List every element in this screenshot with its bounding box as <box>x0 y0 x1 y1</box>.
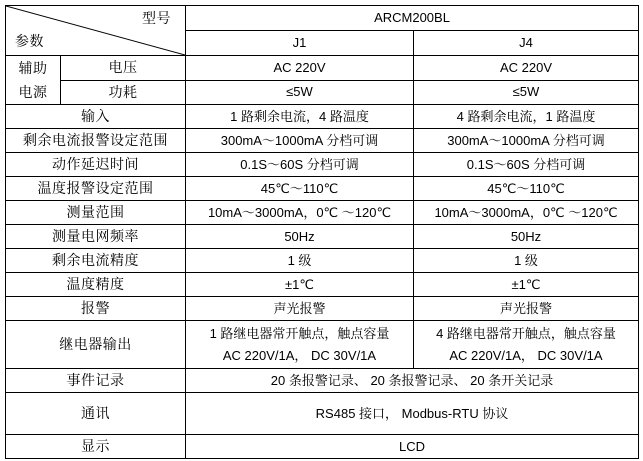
row-grid-frequency <box>6 225 639 249</box>
spec-label: 动作延迟时间 <box>6 153 186 177</box>
column-header-j4: J4 <box>414 31 639 56</box>
spec-value-j1: 声光报警 <box>186 297 414 321</box>
model-header: ARCM200BL <box>186 6 639 31</box>
spec-value-j4: 声光报警 <box>414 297 639 321</box>
spec-value-j4: ≤5W <box>414 80 639 105</box>
spec-label: 测量电网频率 <box>6 225 186 249</box>
corner-param-axis-label: 参数 <box>15 33 44 50</box>
spec-value-j4: AC 220V <box>414 56 639 81</box>
corner-cell <box>6 6 186 56</box>
row-aux-power <box>6 80 639 105</box>
spec-value-j1: ±1℃ <box>186 273 414 297</box>
spec-label: 温度精度 <box>6 273 186 297</box>
relay-j1-line1: 1 路继电器常开触点，触点容量 <box>209 325 390 341</box>
row-event-record <box>6 369 639 393</box>
spec-value-j4 <box>414 321 639 369</box>
spec-label: 测量范围 <box>6 201 186 225</box>
spec-value-shared: RS485 接口， Modbus-RTU 协议 <box>186 393 639 435</box>
spec-value-j1: AC 220V <box>186 56 414 81</box>
row-residual-current-accuracy <box>6 249 639 273</box>
spec-label: 功耗 <box>61 80 186 105</box>
spec-value-j4: 4 路剩余电流，1 路温度 <box>414 105 639 129</box>
spec-value-j4: 300mA～1000mA 分档可调 <box>414 129 639 153</box>
spec-value-j1: 1 级 <box>186 249 414 273</box>
relay-j4-line1: 4 路继电器常开触点，触点容量 <box>436 325 616 341</box>
spec-label: 继电器输出 <box>6 321 186 369</box>
header-row-model <box>6 6 639 31</box>
row-temp-accuracy <box>6 273 639 297</box>
aux-power-group-cell <box>6 56 61 105</box>
relay-j4-line2: AC 220V/1A， DC 30V/1A <box>449 347 603 363</box>
row-alarm <box>6 297 639 321</box>
spec-value-shared: 20 条报警记录、 20 条报警记录、 20 条开关记录 <box>186 369 639 393</box>
relay-j1-line2: AC 220V/1A， DC 30V/1A <box>222 347 377 363</box>
row-display <box>6 435 639 459</box>
spec-value-j4: 10mA～3000mA，0℃ ～120℃ <box>414 201 639 225</box>
spec-value-j1: 10mA～3000mA，0℃ ～120℃ <box>186 201 414 225</box>
spec-label: 报警 <box>6 297 186 321</box>
row-input <box>6 105 639 129</box>
spec-value-shared: LCD <box>186 435 639 459</box>
spec-table <box>5 5 639 459</box>
row-aux-voltage <box>6 56 639 81</box>
spec-value-j1: ≤5W <box>186 80 414 105</box>
aux-power-group-label: 辅助电源 <box>18 60 48 100</box>
spec-value-j1: 45℃～110℃ <box>186 177 414 201</box>
spec-label: 温度报警设定范围 <box>6 177 186 201</box>
row-relay-output <box>6 321 639 369</box>
spec-label: 剩余电流精度 <box>6 249 186 273</box>
row-communication <box>6 393 639 435</box>
spec-label: 电压 <box>61 56 186 81</box>
spec-value-j4: 0.1S～60S 分档可调 <box>414 153 639 177</box>
spec-value-j1: 0.1S～60S 分档可调 <box>186 153 414 177</box>
row-residual-current-alarm-range <box>6 129 639 153</box>
spec-value-j4: ±1℃ <box>414 273 639 297</box>
spec-value-j1: 50Hz <box>186 225 414 249</box>
spec-value-j1: 1 路剩余电流，4 路温度 <box>186 105 414 129</box>
spec-label: 通讯 <box>6 393 186 435</box>
spec-label: 剩余电流报警设定范围 <box>6 129 186 153</box>
spec-value-j1 <box>186 321 414 369</box>
spec-value-j4: 1 级 <box>414 249 639 273</box>
spec-label: 输入 <box>6 105 186 129</box>
spec-label: 事件记录 <box>6 369 186 393</box>
column-header-j1: J1 <box>186 31 414 56</box>
row-temp-alarm-range <box>6 177 639 201</box>
row-measure-range <box>6 201 639 225</box>
spec-value-j4: 50Hz <box>414 225 639 249</box>
row-action-delay-time <box>6 153 639 177</box>
spec-value-j4: 45℃～110℃ <box>414 177 639 201</box>
spec-value-j1: 300mA～1000mA 分档可调 <box>186 129 414 153</box>
spec-label: 显示 <box>6 435 186 459</box>
corner-model-axis-label: 型号 <box>142 10 171 26</box>
